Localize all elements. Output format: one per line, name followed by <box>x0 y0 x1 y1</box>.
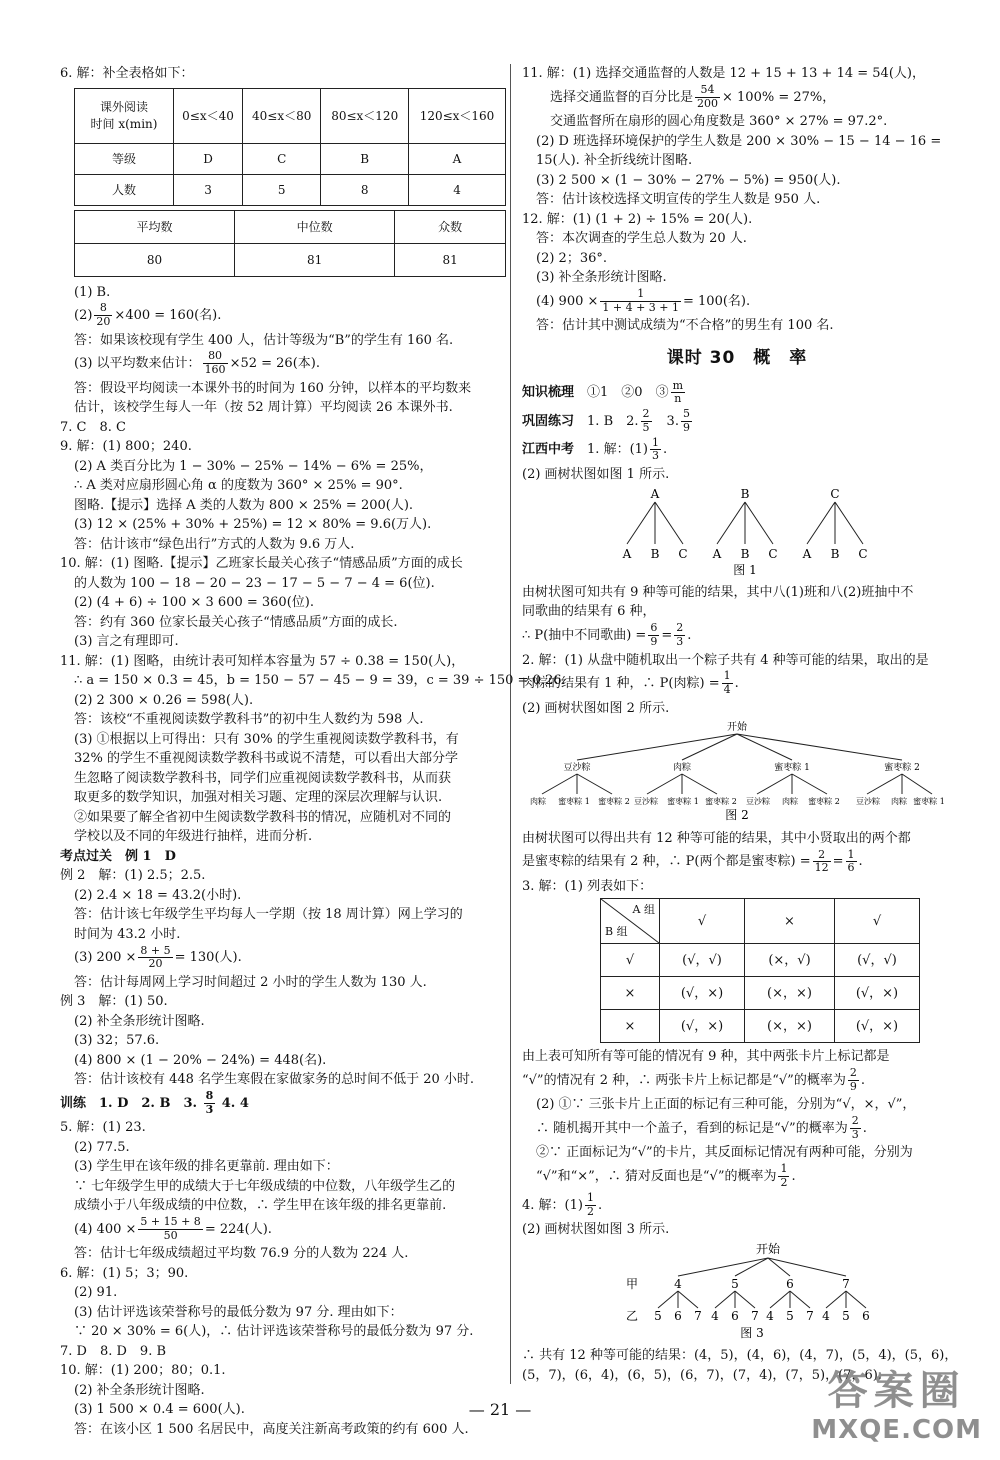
tree-leaf: C <box>678 547 688 562</box>
jiangxi-exam: 江西中考 1. 解：(1) $\frac{1}{3}$ . <box>522 435 668 463</box>
answer-line: 答：如果该校现有学生 400 人，估计等级为“B”的学生有 160 名. <box>74 332 454 348</box>
figure-caption: 图 3 <box>740 1325 764 1340</box>
fraction: $\frac{2}{5}$ <box>642 407 650 434</box>
table-header-cell: 平均数 <box>75 210 235 243</box>
answer-line: (2) 画树状图如图 1 所示. <box>522 466 670 482</box>
answer-line: 答：估计其中测试成绩为“不合格”的男生有 100 名. <box>536 318 834 334</box>
tree-leaf: 蜜枣粽 1 <box>667 797 699 807</box>
tree-diagram-3 <box>522 1240 952 1340</box>
answer-line: 答：估计该校选择文明宣传的学生人数是 950 人. <box>536 192 821 208</box>
tree-group-6 <box>766 1277 814 1323</box>
answer-line: 11. 解：(1) 图略，由统计表可知样本容量为 57 ÷ 0.38 = 150(人)， <box>60 653 465 669</box>
tree-leaf: 5 <box>654 1308 662 1323</box>
tree-node: A <box>650 487 660 502</box>
answer-line: (2) 补全条形统计图略. <box>74 1013 205 1029</box>
answer-line: ∴ 随机揭开其中一个盖子，看到的标记是“√”的概率为 $\frac{2}{3}$ . <box>536 1114 867 1141</box>
answer-line: (4) 900 × $\frac{1}{1 + 4 + 3 + 1}$ = 100(名). <box>536 286 751 314</box>
answer-line: (5，7)，(6，4)，(6，5)，(6，7)，(7，4)，(7，5)，(7，6). <box>522 1367 882 1383</box>
figure-caption: 图 2 <box>725 808 749 823</box>
table-row-label: × <box>601 977 660 1010</box>
fraction: $\frac{1}{6}$ <box>847 847 855 875</box>
answer-line: 15(人). 补全折线统计图略. <box>536 153 693 169</box>
tree-leaf: A <box>802 547 812 562</box>
table-header-cell: 40≤x＜80 <box>243 88 321 143</box>
answer-line: (3) 补全条形统计图略. <box>536 270 667 286</box>
answer-line: 7. D 8. D 9. B <box>60 1343 167 1359</box>
tree-start: 开始 <box>755 1241 781 1256</box>
tree-leaf: B <box>830 547 840 562</box>
table-header-cell: 课外阅读 时间 x(min) <box>75 88 174 143</box>
answer-line: 由树状图可知共有 9 种等可能的结果，其中八(1)班和八(2)班抽中不 <box>522 584 914 600</box>
training-answers: 训练 1. D 2. B 3. $\frac{8}{3}$ 4. 4 <box>60 1089 249 1116</box>
tree-group-7 <box>822 1277 870 1323</box>
tree-group-5 <box>711 1277 759 1323</box>
answer-line: 11. 解：(1) 选择交通监督的人数是 12 + 15 + 13 + 14 = 54(人)， <box>522 66 925 81</box>
answer-line: 选择交通监督的百分比是 $\frac{54}{200}$ × 100% = 27%， <box>550 82 836 110</box>
table-row <box>75 243 506 276</box>
fraction: $\frac{2}{3}$ <box>676 621 684 648</box>
tree-branch <box>846 1291 866 1308</box>
q6-head: 6. 解：补全表格如下： <box>60 66 194 81</box>
tree-leaf: 蜜枣粽 2 <box>808 797 840 807</box>
fraction: $\frac{8}{3}$ <box>205 1089 214 1116</box>
table-cell: C <box>243 143 321 174</box>
answer-line: 7. C 8. C <box>60 419 126 435</box>
table-cell: (√，×) <box>660 977 745 1010</box>
tree-leaf: A <box>622 547 632 562</box>
answer-line: (2) 2 300 × 0.26 = 598(人). <box>74 692 254 708</box>
tree-branch <box>737 734 902 760</box>
answer-line: (3) 言之有理即可. <box>74 634 179 650</box>
tree-group-3 <box>746 761 840 806</box>
tree-branch <box>655 502 683 544</box>
answer-line: 的人数为 100 − 18 − 20 − 23 − 17 − 5 − 7 − 4 = 6(位). <box>74 575 435 591</box>
answer-line: 学校以及不同的年级进行抽样，进而分析. <box>74 829 313 845</box>
tree-branch <box>658 1291 678 1308</box>
tree-branch <box>682 734 737 760</box>
answer-line: 答：本次调查的学生总人数为 20 人. <box>536 231 747 247</box>
answer-line: (3) 32；57.6. <box>74 1033 160 1049</box>
tree-diagram-1 <box>522 484 952 576</box>
tree-branch <box>770 1291 790 1308</box>
answer-line: 3. 解：(1) 列表如下： <box>522 878 653 894</box>
answer-line: 2. 解：(1) 从盘中随机取出一个粽子共有 4 种等可能的结果，取出的是 <box>522 652 929 668</box>
fraction: $\frac{2}{9}$ <box>849 1066 857 1093</box>
tree-leaf: C <box>858 547 868 562</box>
answer-line: (2) (4 + 6) ÷ 100 × 3 600 = 360(位). <box>74 595 314 611</box>
tree-level-label: 乙 <box>625 1308 639 1323</box>
answer-line: 由上表可知所有等可能的情况有 9 种，其中两张卡片上标记都是 <box>522 1049 890 1065</box>
tree-group-1 <box>530 761 630 806</box>
table-cell: (×，√) <box>745 944 835 977</box>
statistics-table <box>74 210 506 277</box>
answer-line: (3) 12 × (25% + 30% + 25%) = 12 × 80% = 9.6(万人). <box>74 517 432 533</box>
tree-leaf: 4 <box>711 1308 719 1323</box>
table-cell: 80 <box>75 243 235 276</box>
answer-line: ∴ P(抽中不同歌曲) = $\frac{6}{9}$ = $\frac{2}{3}$ . <box>522 621 692 648</box>
answer-line: ②∵ 正面标记为“√”的卡片，其反面标记情况有两种可能，分别为 <box>536 1145 913 1161</box>
table-header-cell: × <box>745 899 835 944</box>
answer-line: 肉粽的结果有 1 种，∴ P(肉粽) = $\frac{1}{4}$ . <box>522 669 739 697</box>
tree-branch <box>678 1258 768 1276</box>
answer-line: 例 3 解：(1) 50. <box>60 994 168 1010</box>
tree-node: C <box>830 487 840 502</box>
table-cell: (×，×) <box>745 1010 835 1043</box>
fraction: $\frac{2}{12}$ <box>814 847 829 875</box>
tree-branch <box>790 1291 810 1308</box>
tree-node: 5 <box>731 1276 739 1291</box>
tree-leaf: 5 <box>786 1308 794 1323</box>
answer-line: (2) 2；36°. <box>536 250 607 266</box>
tree-branch <box>577 774 612 794</box>
table-row <box>601 899 920 944</box>
table-cell: 4 <box>409 174 506 205</box>
tree-leaf: 肉粽 <box>891 797 907 807</box>
answer-line: 9. 解：(1) 800；240. <box>60 439 192 455</box>
tree-branch <box>867 774 902 794</box>
watermark-logo: 答案圈 MXQE.COM <box>811 1368 982 1445</box>
answer-line: (2) 画树状图如图 3 所示. <box>522 1222 670 1238</box>
answer-line: 估计，该校学生每人一年（按 52 周计算）平均阅读 26 本课外书. <box>74 400 453 416</box>
tree-leaf: 4 <box>766 1308 774 1323</box>
answer-line: (1) B. <box>74 284 111 300</box>
fraction: $\frac{1}{2}$ <box>586 1190 594 1218</box>
page-number: — 21 — <box>468 1400 532 1419</box>
answer-line: 成绩小于八年级成绩的中位数，∴ 学生甲在该年级的排名更靠前. <box>74 1198 447 1214</box>
answer-line: 答：估计该校有 448 名学生寒假在家做家务的总时间不低于 20 小时. <box>74 1072 475 1088</box>
table-row-label: √ <box>601 944 660 977</box>
table-header-cell: √ <box>834 899 919 944</box>
tree-leaf: C <box>768 547 778 562</box>
table-cell: (√，√) <box>660 944 745 977</box>
table-cell: 8 <box>321 174 409 205</box>
table-row-label: × <box>601 1010 660 1043</box>
answer-line: (2) D 班选择环境保护的学生人数是 200 × 30% − 15 − 14 − 16 = <box>536 133 942 149</box>
table-cell: 81 <box>395 243 506 276</box>
tree-leaf: 蜜枣粽 2 <box>705 797 737 807</box>
answer-line: 答：约有 360 位家长最关心孩子“情感品质”方面的成长. <box>74 614 398 630</box>
table-row <box>75 210 506 243</box>
table-row-label: 人数 <box>75 174 174 205</box>
tree-branch <box>735 1291 755 1308</box>
section-heading: 考点过关 例 1 D <box>60 848 176 864</box>
fraction: $\frac{1}{3}$ <box>651 435 659 463</box>
answer-line: (2) 补全条形统计图略. <box>74 1382 205 1398</box>
answer-line: 5. 解：(1) 23. <box>60 1120 146 1136</box>
tree-branch <box>792 774 827 794</box>
answer-line: 答：估计每周网上学习时间超过 2 小时的学生人数为 130 人. <box>74 974 427 990</box>
answer-line: 是蜜枣粽的结果有 2 种，∴ P(两个都是蜜枣粽) = $\frac{2}{12}$ = $\frac{1}{6}$ . <box>522 847 863 875</box>
column-divider <box>510 64 511 1384</box>
table-cell: B <box>321 143 409 174</box>
table-row-label: 等级 <box>75 143 174 174</box>
fraction: $\frac{1}{4}$ <box>723 669 731 697</box>
fraction: $\frac{5}{9}$ <box>682 407 690 434</box>
answer-line: 交通监督所在扇形的圆心角度数是 360° × 27% = 97.2°. <box>550 114 888 130</box>
table-row <box>75 174 506 205</box>
fraction: $\frac{80}{160}$ <box>204 349 226 377</box>
answer-line: 由树状图可以得出共有 12 种等可能的结果，其中小贤取出的两个都 <box>522 830 911 846</box>
tree-node: 6 <box>786 1276 794 1291</box>
table-header-cell: 中位数 <box>235 210 395 243</box>
tree-node: B <box>740 487 750 502</box>
fraction: $\frac{5 + 15 + 8}{50}$ <box>140 1215 201 1242</box>
table-cell: 81 <box>235 243 395 276</box>
answer-line: (2) A 类百分比为 1 − 30% − 25% − 14% − 6% = 25%， <box>74 458 433 474</box>
tree-node: 7 <box>842 1276 850 1291</box>
tree-leaf: 7 <box>806 1308 814 1323</box>
tree-node: 蜜枣粽 2 <box>884 763 920 774</box>
table-cell: (×，×) <box>745 977 835 1010</box>
answer-line: 32% 的学生不重视阅读数学教科书或说不清楚，可以看出大部分学 <box>74 751 459 767</box>
tree-group-4 <box>856 761 945 806</box>
consolidation-practice: 巩固练习 1. B 2. $\frac{2}{5}$ 3. $\frac{5}{9}$ <box>522 407 690 434</box>
answer-line: ∴ A 类对应扇形圆心角 α 的度数为 360° × 25% = 90°. <box>74 478 403 494</box>
table-header-cell: √ <box>660 899 745 944</box>
tree-branch <box>745 502 773 544</box>
table-header-cell: 众数 <box>395 210 506 243</box>
tree-branch <box>647 774 682 794</box>
table-cell: 3 <box>174 174 243 205</box>
tree-leaf: 7 <box>751 1308 759 1323</box>
tree-branch <box>542 774 577 794</box>
answer-line: (2) 91. <box>74 1285 118 1301</box>
tree-leaf: 豆沙粽 <box>746 797 770 807</box>
answer-line: ②如果要了解全省初中生阅读数学教科书的情况，应随机对不同的 <box>74 809 452 825</box>
tree-group-2 <box>634 761 737 806</box>
tree-branch <box>735 1258 768 1276</box>
fraction: $\frac{2}{3}$ <box>851 1114 859 1141</box>
answer-line: 12. 解：(1) (1 + 2) ÷ 15% = 20(人). <box>522 211 753 227</box>
answer-line: ∵ 20 × 30% = 6(人)，∴ 估计评选该荣誉称号的最低分数为 97 分. <box>74 1324 474 1340</box>
figure-caption: 图 1 <box>733 563 757 578</box>
knowledge-review: 知识梳理 ①1 ②0 ③ $\frac{m}{n}$ <box>522 378 684 406</box>
tree-leaf: 6 <box>731 1308 739 1323</box>
answer-line: (3) 2 500 × (1 − 30% − 27% − 5%) = 950(人). <box>536 172 841 188</box>
fraction: $\frac{1}{2}$ <box>780 1162 788 1189</box>
table-row <box>75 88 506 143</box>
tree-group-c <box>802 487 868 561</box>
reading-time-table <box>74 88 506 206</box>
answer-line: 6. 解：(1) 5；3；90. <box>60 1265 189 1281</box>
tree-leaf: 7 <box>694 1308 702 1323</box>
answer-line: 答：估计七年级成绩超过平均数 76.9 分的人数为 224 人. <box>74 1246 409 1262</box>
answer-line: (4) 800 × (1 − 20% − 24%) = 448(名). <box>74 1052 327 1068</box>
answer-line: (3) 学生甲在该年级的排名更靠前. 理由如下： <box>74 1159 339 1175</box>
answer-line: (2) 77.5. <box>74 1139 130 1155</box>
answer-line: 答：假设平均阅读一本课外书的时间为 160 分钟，以样本的平均数来 <box>74 380 472 396</box>
fraction: $\frac{8 + 5}{20}$ <box>140 943 171 971</box>
answer-line: 10. 解：(1) 图略.【提示】乙班家长最关心孩子“情感品质”方面的成长 <box>60 556 463 572</box>
tree-leaf: 蜜枣粽 1 <box>558 797 590 807</box>
tree-branch <box>627 502 655 544</box>
answer-line: (3) ①根据以上可得出：只有 30% 的学生重视阅读数学教科书，有 <box>74 731 459 747</box>
tree-group-a <box>622 487 688 561</box>
answer-line: (2) ①∵ 三张卡片上正面的标记有三种可能，分别为“√，×，√”， <box>536 1097 916 1113</box>
answer-line: 生忽略了阅读数学教科书，同学们应重视阅读数学教科书，从而获 <box>74 770 452 786</box>
table-row <box>601 944 920 977</box>
tree-branch <box>678 1291 698 1308</box>
answer-line: ∴ 共有 12 种等可能的结果：(4，5)，(4，6)，(4，7)，(5，4)，(5，6)， <box>522 1348 958 1364</box>
answer-line: ∴ a = 150 × 0.3 = 45，b = 150 − 57 − 45 − 9 = 39，c = 39 ÷ 150 = 0.26. <box>74 673 566 689</box>
answer-line: 图略.【提示】选择 A 类的人数为 800 × 25% = 200(人). <box>74 497 414 513</box>
table-header-cell: 120≤x＜160 <box>409 88 506 143</box>
tree-leaf: 肉粽 <box>530 797 546 807</box>
table-corner-cell: A 组 B 组 <box>601 899 660 944</box>
answer-line: 4. 解：(1) $\frac{1}{2}$ . <box>522 1190 603 1218</box>
table-cell: (√，×) <box>660 1010 745 1043</box>
answer-line: 时间为 43.2 小时. <box>74 926 181 942</box>
answer-line: 取更多的数学知识，加强对相关习题、定理的深层次理解与认识. <box>74 790 443 806</box>
tree-leaf: 豆沙粽 <box>856 797 880 807</box>
answer-line: 10. 解：(1) 200；80；0.1. <box>60 1363 226 1379</box>
tree-branch <box>835 502 863 544</box>
tree-leaf: 豆沙粽 <box>634 797 658 807</box>
card-outcome-table <box>600 898 920 1043</box>
answer-line: (4) 400 × $\frac{5 + 15 + 8}{50}$ = 224(人). <box>74 1215 272 1242</box>
answer-line: 同歌曲的结果有 6 种， <box>522 604 656 620</box>
tree-branch <box>826 1291 846 1308</box>
tree-branch <box>715 1291 735 1308</box>
answer-line: 答：在该小区 1 500 名居民中，高度关注新高考政策的约有 600 人. <box>74 1421 469 1437</box>
fraction: $\frac{54}{200}$ <box>697 82 719 110</box>
answer-line: (2) 画树状图如图 2 所示. <box>522 700 670 716</box>
answer-line: (3) 1 500 × 0.4 = 600(人). <box>74 1402 245 1418</box>
answer-line: “√”的情况有 2 种，∴ 两张卡片上标记都是“√”的概率为 $\frac{2}{9}$ . <box>522 1066 865 1093</box>
tree-node: 肉粽 <box>672 763 692 774</box>
tree-leaf: 5 <box>842 1308 850 1323</box>
answer-line: (2) $\frac{8}{20}$ ×400 = 160(名). <box>74 301 222 328</box>
fraction: $\frac{6}{9}$ <box>650 621 658 648</box>
answer-line: (3) 估计评选该荣誉称号的最低分数为 97 分. 理由如下： <box>74 1304 403 1320</box>
tree-leaf: 蜜枣粽 1 <box>913 797 945 807</box>
answer-line: (2) 2.4 × 18 = 43.2(小时). <box>74 887 242 903</box>
table-cell: (√，×) <box>834 977 919 1010</box>
table-cell: D <box>174 143 243 174</box>
table-row <box>601 977 920 1010</box>
answer-line: (3) 200 × $\frac{8 + 5}{20}$ = 130(人). <box>74 943 242 971</box>
fraction: $\frac{1}{1 + 4 + 3 + 1}$ <box>602 286 680 314</box>
lesson-title: 课时 30 概 率 <box>666 347 808 368</box>
table-cell: (√，√) <box>834 944 919 977</box>
tree-leaf: A <box>712 547 722 562</box>
tree-node: 蜜枣粽 1 <box>774 763 810 774</box>
answer-line: (3) 以平均数来估计： $\frac{80}{160}$ ×52 = 26(本). <box>74 349 320 377</box>
tree-group-4 <box>654 1277 702 1323</box>
tree-start: 开始 <box>727 722 747 734</box>
tree-group-b <box>712 487 778 561</box>
tree-leaf: 肉粽 <box>782 797 798 807</box>
answer-line: “√”和“×”，∴ 猜对反面也是“√”的概率为 $\frac{1}{2}$ . <box>536 1162 796 1189</box>
table-row <box>601 1010 920 1043</box>
tree-leaf: 6 <box>862 1308 870 1323</box>
table-cell: A <box>409 143 506 174</box>
table-cell: 5 <box>243 174 321 205</box>
answer-line: 答：估计该市“绿色出行”方式的人数为 9.6 万人. <box>74 536 355 552</box>
table-row <box>75 143 506 174</box>
tree-branch <box>757 774 792 794</box>
tree-diagram-2 <box>522 718 952 822</box>
fraction: $\frac{8}{20}$ <box>96 301 111 328</box>
table-header-cell: 80≤x＜120 <box>321 88 409 143</box>
table-header-cell: 0≤x＜40 <box>174 88 243 143</box>
right-column <box>522 64 958 1385</box>
tree-level-label: 甲 <box>625 1276 639 1291</box>
tree-leaf: B <box>740 547 750 562</box>
tree-leaf: B <box>650 547 660 562</box>
table-cell: (√，×) <box>834 1010 919 1043</box>
tree-branch <box>807 502 835 544</box>
tree-leaf: 6 <box>674 1308 682 1323</box>
answer-line: 答：估计该七年级学生平均每人一学期（按 18 周计算）网上学习的 <box>74 907 463 923</box>
fraction: $\frac{m}{n}$ <box>672 378 684 406</box>
tree-branch <box>577 734 737 760</box>
answer-line: ∵ 七年级学生甲的成绩大于七年级成绩的中位数，八年级学生乙的 <box>74 1178 456 1194</box>
tree-leaf: 4 <box>822 1308 830 1323</box>
tree-branch <box>717 502 745 544</box>
tree-node: 4 <box>674 1276 682 1291</box>
answer-line: 例 2 解：(1) 2.5；2.5. <box>60 868 206 884</box>
tree-node: 豆沙粽 <box>563 763 591 774</box>
tree-leaf: 蜜枣粽 2 <box>598 797 630 807</box>
answer-line: 答：该校“不重视阅读数学教科书”的初中生人数约为 598 人. <box>74 712 424 728</box>
tree-branch <box>682 774 717 794</box>
tree-branch <box>902 774 932 794</box>
